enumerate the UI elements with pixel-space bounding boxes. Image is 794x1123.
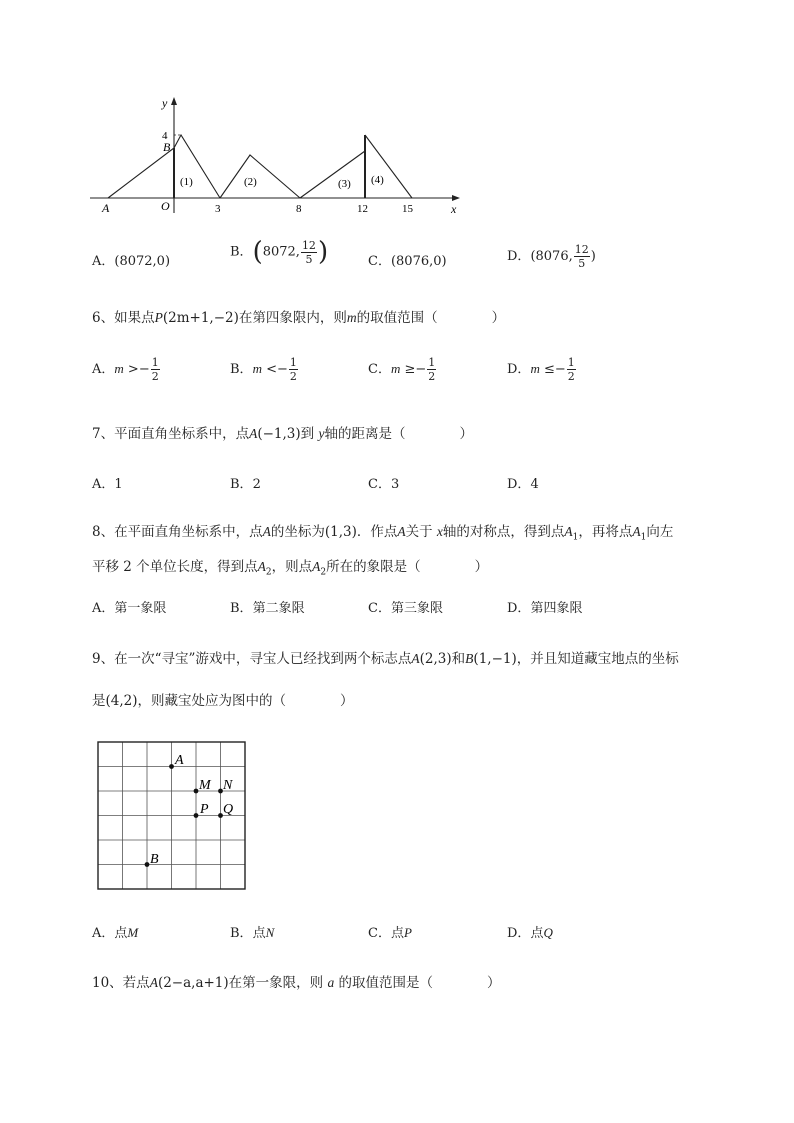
q9-option-c[interactable]: C．点P bbox=[368, 925, 412, 941]
q7-option-c[interactable]: C．3 bbox=[368, 477, 400, 492]
q7-option-a[interactable]: A．1 bbox=[92, 477, 123, 492]
point-M bbox=[194, 789, 199, 794]
label-B: B bbox=[150, 852, 159, 867]
region-3: (3) bbox=[338, 178, 351, 190]
question-6: 6、如果点P(2m+1,−2)在第四象限内，则m的取值范围（ ） bbox=[92, 310, 506, 326]
label-P: P bbox=[200, 802, 209, 817]
q5-option-d[interactable]: D．(8076, $\frac{12}{5}$ ) bbox=[507, 243, 596, 270]
point-B bbox=[145, 862, 150, 867]
q6-option-b[interactable]: B．m <− $\frac{1}{2}$ bbox=[230, 356, 297, 383]
label-12: 12 bbox=[357, 203, 368, 215]
label-Q: Q bbox=[223, 802, 234, 817]
q6-option-a[interactable]: A．m >− $\frac{1}{2}$ bbox=[92, 356, 159, 383]
question-7: 7、平面直角坐标系中，点A(−1,3)到 y轴的距离是（ ） bbox=[92, 426, 473, 442]
q8-option-d[interactable]: D．第四象限 bbox=[507, 601, 583, 616]
label-4: 4 bbox=[162, 130, 168, 142]
q7-option-d[interactable]: D．4 bbox=[507, 477, 539, 492]
x-axis-label: x bbox=[451, 202, 457, 216]
fraction: $\frac{12}{5}$ bbox=[574, 243, 589, 270]
q9-option-a[interactable]: A．点M bbox=[92, 925, 139, 941]
question-8-line1: 8、在平面直角坐标系中，点A的坐标为(1,3)．作点A关于 x轴的对称点，得到点$A_1$，再将点$A_1$向左 bbox=[92, 524, 674, 543]
zigzag-figure bbox=[88, 95, 468, 220]
q9-option-d[interactable]: D．点Q bbox=[507, 925, 553, 941]
label-A: A bbox=[175, 753, 184, 768]
point-A bbox=[169, 764, 174, 769]
region-4: (4) bbox=[371, 174, 384, 186]
q5-option-c[interactable]: C．(8076,0) bbox=[368, 254, 447, 269]
label-O: O bbox=[161, 199, 170, 213]
question-10: 10、若点A(2−a,a+1)在第一象限，则 a 的取值范围是（ ） bbox=[92, 975, 501, 991]
label-A: A bbox=[102, 201, 110, 215]
question-8-line2: 平移 2 个单位长度，得到点$A_2$，则点$A_2$所在的象限是（ ） bbox=[92, 559, 489, 578]
label-M: M bbox=[199, 778, 211, 793]
q6-option-c[interactable]: C．m ≥− $\frac{1}{2}$ bbox=[368, 356, 436, 383]
q5-option-a[interactable]: A．(8072,0) bbox=[92, 254, 171, 269]
fraction: $\frac{12}{5}$ bbox=[301, 238, 316, 266]
region-1: (1) bbox=[180, 176, 193, 188]
q9-option-b[interactable]: B．点N bbox=[230, 925, 275, 941]
label-8: 8 bbox=[296, 203, 302, 215]
q8-option-b[interactable]: B．第二象限 bbox=[230, 601, 305, 616]
treasure-grid bbox=[96, 740, 248, 892]
region-2: (2) bbox=[244, 176, 257, 188]
q6-option-d[interactable]: D．m ≤− $\frac{1}{2}$ bbox=[507, 356, 575, 383]
q5-option-b[interactable]: B．(8072, $\frac{12}{5}$ ) bbox=[230, 237, 329, 267]
y-axis-label: y bbox=[162, 96, 168, 110]
point-P bbox=[194, 813, 199, 818]
label-3: 3 bbox=[215, 203, 221, 215]
label-N: N bbox=[223, 778, 233, 793]
question-9-line2: 是(4,2)，则藏宝处应为图中的（ ） bbox=[92, 693, 354, 709]
q8-option-c[interactable]: C．第三象限 bbox=[368, 601, 443, 616]
q7-option-b[interactable]: B．2 bbox=[230, 477, 261, 492]
label-B: B bbox=[163, 140, 171, 154]
q8-option-a[interactable]: A．第一象限 bbox=[92, 601, 167, 616]
label-15: 15 bbox=[402, 203, 413, 215]
question-9-line1: 9、在一次“寻宝”游戏中，寻宝人已经找到两个标志点A(2,3)和B(1,−1)，并且知道藏宝地点的坐标 bbox=[92, 651, 679, 667]
